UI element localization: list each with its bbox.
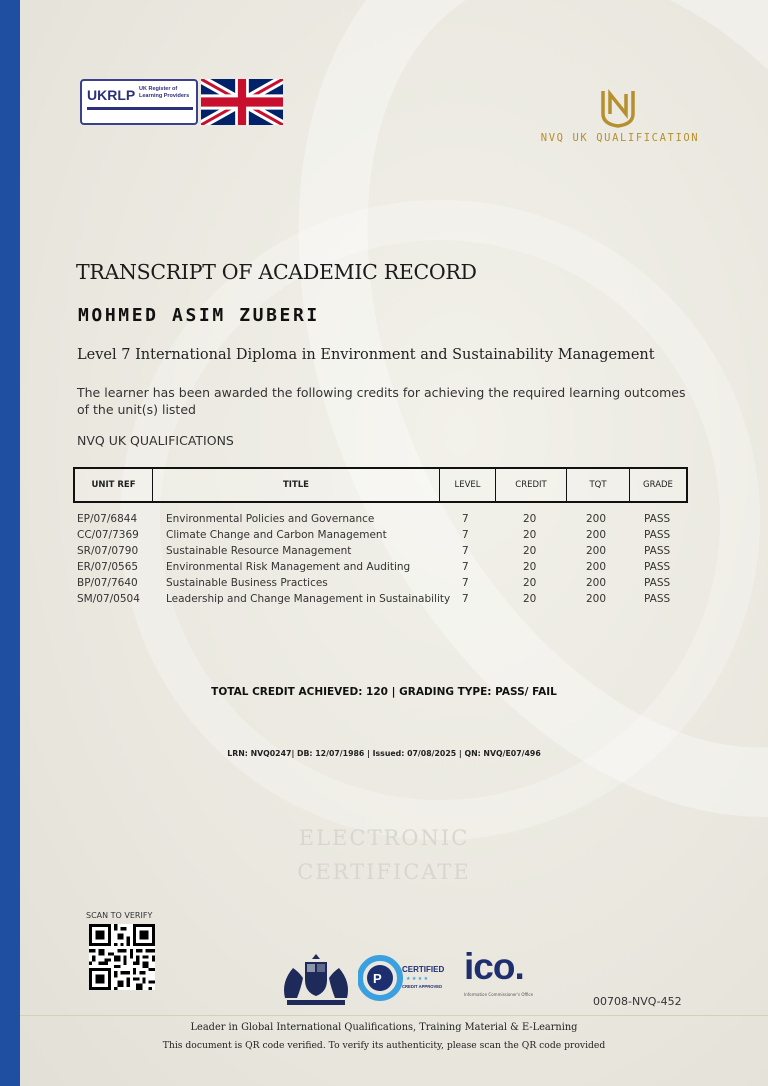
cell-level: 7 [462,529,469,541]
footer-tagline: Leader in Global International Qualifications, Training Material & E-Learning [190,1022,578,1033]
ukrlp-logo-subtext: UK Register of Learning Providers [139,86,190,99]
table-row [77,545,692,561]
ukrlp-logo-text: UKRLP [87,87,136,103]
ico-logo-text: ico. [464,946,524,987]
column-header-unit-ref: UNIT REF [75,469,153,501]
uk-flag-icon [201,79,283,125]
svg-text:P: P [373,971,382,986]
cell-grade: PASS [644,593,671,605]
total-credit-summary: TOTAL CREDIT ACHIEVED: 120 | GRADING TYPE: PASS/ FAIL [211,686,557,698]
cell-level: 7 [462,593,469,605]
cell-grade: PASS [644,513,671,525]
table-row [77,561,692,577]
column-header-grade: GRADE [643,480,673,490]
cell-grade: PASS [644,529,671,541]
learner-name: MOHMED ASIM ZUBERI [78,305,320,326]
cpd-subtext: CREDIT APPROVED [402,984,443,989]
cell-tqt: 200 [586,561,607,573]
scan-to-verify-label: SCAN TO VERIFY [86,911,153,920]
blue-side-band [0,0,20,1086]
cell-grade: PASS [644,577,671,589]
table-body [77,513,692,609]
cell-tqt: 200 [586,593,607,605]
cell-level: 7 [462,545,469,557]
table-row [77,593,692,609]
cpd-certified-text: CERTIFIED [402,965,445,974]
cell-title: Environmental Policies and Governance [166,513,375,525]
cell-unit-ref: BP/07/7640 [77,577,138,589]
cell-level: 7 [462,561,469,573]
qr-code-icon[interactable] [89,924,155,990]
cell-title: Climate Change and Carbon Management [166,529,387,541]
cell-credit: 20 [523,593,537,605]
cell-credit: 20 [523,513,537,525]
ukrlp-logo [80,79,198,125]
royal-coat-of-arms-icon [279,950,353,1008]
cell-title: Sustainable Resource Management [166,545,352,557]
cell-credit: 20 [523,577,537,589]
course-title: Level 7 International Diploma in Environment and Sustainability Management [77,347,655,363]
cell-level: 7 [462,577,469,589]
cell-grade: PASS [644,561,671,573]
svg-text:★ ★ ★ ★: ★ ★ ★ ★ [406,976,429,982]
table-header [73,467,688,503]
cell-credit: 20 [523,529,537,541]
footer-verification-note: This document is QR code verified. To verify its authenticity, please scan the QR code provided [162,1040,606,1051]
brand-text: NVQ UK QUALIFICATION [540,132,700,144]
cell-unit-ref: CC/07/7369 [77,529,139,541]
column-header-level: LEVEL [440,469,496,501]
column-header-title: TITLE [153,469,440,501]
cell-title: Leadership and Change Management in Sustainability [166,593,451,605]
cell-credit: 20 [523,545,537,557]
learner-meta-line: LRN: NVQ0247| DB: 12/07/1986 | Issued: 07/08/2025 | QN: NVQ/E07/496 [227,749,541,758]
nvq-shield-icon [600,88,636,128]
column-header-tqt: TQT [567,469,630,501]
cell-grade: PASS [644,545,671,557]
footer-divider [20,1015,768,1016]
column-header-credit: CREDIT [496,469,567,501]
description-text: The learner has been awarded the following credits for achieving the required learning outcomes of the unit(s) listed [77,385,686,417]
ico-logo [462,946,542,1000]
cell-unit-ref: ER/07/0565 [77,561,139,573]
watermark-line-2: CERTIFICATE [297,860,471,884]
cell-credit: 20 [523,561,537,573]
cpd-certified-badge [358,954,452,1002]
cell-unit-ref: EP/07/6844 [77,513,138,525]
watermark-line-1: ELECTRONIC [298,826,470,850]
table-row [77,577,692,593]
cell-title: Sustainable Business Practices [166,577,328,589]
cell-tqt: 200 [586,545,607,557]
table-row [77,529,692,545]
cell-level: 7 [462,513,469,525]
cell-unit-ref: SR/07/0790 [77,545,139,557]
cell-tqt: 200 [586,529,607,541]
organisation-name: NVQ UK QUALIFICATIONS [77,433,234,448]
cell-unit-ref: SM/07/0504 [77,593,140,605]
page-title: TRANSCRIPT OF ACADEMIC RECORD [76,260,477,284]
cell-title: Environmental Risk Management and Auditing [166,561,411,573]
cell-tqt: 200 [586,513,607,525]
serial-number: 00708-NVQ-452 [593,995,682,1008]
cell-tqt: 200 [586,577,607,589]
table-row [77,513,692,529]
ico-logo-subtext: Information Commissioner's Office [464,992,534,997]
